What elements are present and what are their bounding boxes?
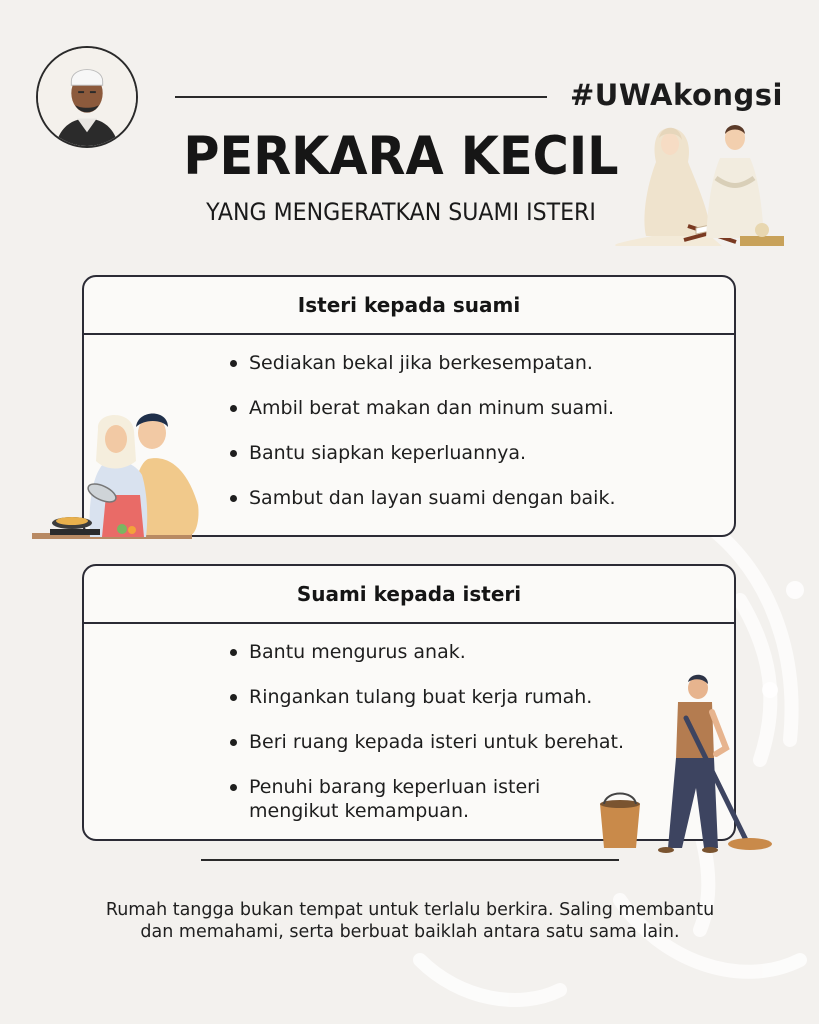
man-portrait-icon <box>38 48 136 146</box>
list-item: Sambut dan layan suami dengan baik. <box>230 486 714 510</box>
hashtag: #UWAkongsi <box>569 78 783 112</box>
list-item: Beri ruang kepada isteri untuk berehat. <box>230 730 714 754</box>
top-divider <box>175 96 547 98</box>
list-item: Penuhi barang keperluan isteri mengikut kemampuan. <box>230 775 569 823</box>
page-subtitle: YANG MENGERATKAN SUAMI ISTERI <box>206 198 596 226</box>
card-heading: Isteri kepada suami <box>84 277 734 335</box>
list-item: Bantu mengurus anak. <box>230 640 714 664</box>
couple-cooking-illustration <box>30 405 200 545</box>
footer-line: dan memahami, serta berbuat baiklah antara satu sama lain. <box>140 922 680 942</box>
list-item: Ambil berat makan dan minum suami. <box>230 396 714 420</box>
bottom-divider <box>201 859 619 861</box>
avatar <box>36 46 138 148</box>
wedding-couple-illustration <box>612 118 788 250</box>
list-item: Bantu siapkan keperluannya. <box>230 441 714 465</box>
man-mopping-illustration <box>596 672 778 858</box>
footer-line: Rumah tangga bukan tempat untuk terlalu berkira. Saling membantu <box>105 900 715 920</box>
page-title: PERKARA KECIL <box>183 126 619 187</box>
card-heading: Suami kepada isteri <box>84 566 734 624</box>
footer-message <box>60 899 760 943</box>
bullet-list <box>230 351 714 531</box>
list-item: Sediakan bekal jika berkesempatan. <box>230 351 714 375</box>
list-item: Ringankan tulang buat kerja rumah. <box>230 685 714 709</box>
